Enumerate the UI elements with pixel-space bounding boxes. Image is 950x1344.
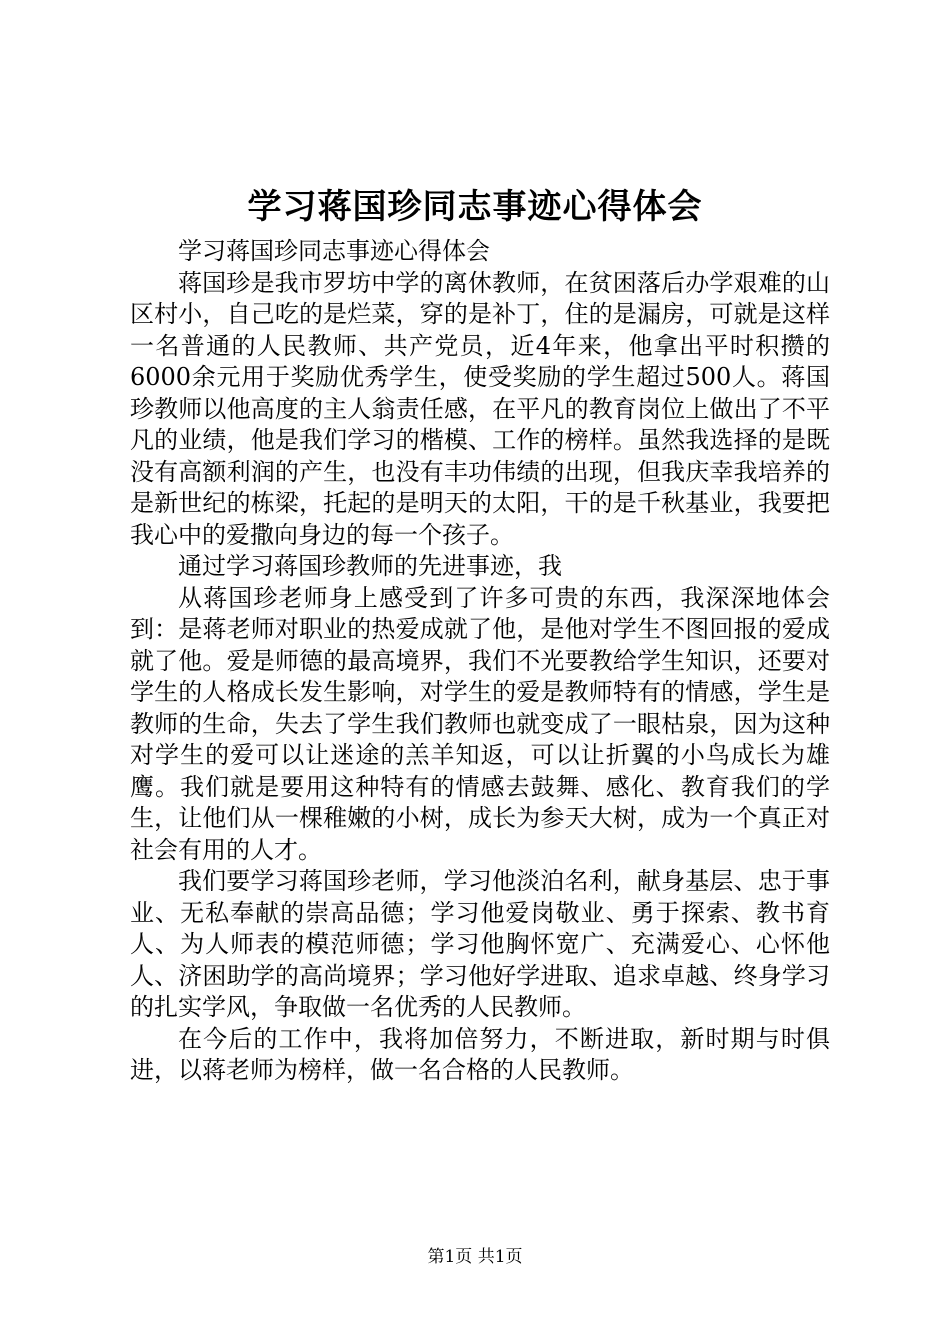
paragraph-3: 从蒋国珍老师身上感受到了许多可贵的东西，我深深地体会到：是蒋老师对职业的热爱成就了他，是他对学生不图回报的爱成就了他。爱是师德的最高境界，我们不光要教给学生知识，还要对学生的人格成长发生影响，对学生的爱是教师特有的情感，学生是教师的生命，失去了学生我们教师也就变成了一眼枯泉，因为这种对学生的爱可以让迷途的羔羊知返，可以让折翼的小鸟成长为雄鹰。我们就是要用这种特有的情感去鼓舞、感化、教育我们的学生，让他们从一棵稚嫩的小树，成长为参天大树，成为一个真正对社会有用的人才。 [130, 583, 830, 864]
page-footer: 第1页 共1页 [427, 1247, 523, 1267]
document-title: 学习蒋国珍同志事迹心得体会 [247, 187, 703, 227]
paragraph-4: 我们要学习蒋国珍老师，学习他淡泊名利，献身基层、忠于事业、无私奉献的崇高品德；学习他爱岗敬业、勇于探索、教书育人、为人师表的模范师德；学习他胸怀宽广、充满爱心、心怀他人、济困助学的高尚境界；学习他好学进取、追求卓越、终身学习的扎实学风，争取做一名优秀的人民教师。 [130, 867, 830, 1021]
paragraph-5: 在今后的工作中，我将加倍努力，不断进取，新时期与时俱进，以蒋老师为榜样，做一名合格的人民教师。 [130, 1024, 830, 1084]
paragraph-subtitle: 学习蒋国珍同志事迹心得体会 [178, 237, 490, 265]
paragraph-2: 通过学习蒋国珍教师的先进事迹，我 [178, 552, 562, 580]
document-body [130, 236, 830, 1087]
paragraph-1: 蒋国珍是我市罗坊中学的离休教师，在贫困落后办学艰难的山区村小，自己吃的是烂菜，穿的是补丁，住的是漏房，可就是这样一名普通的人民教师、共产党员，近4年来，他拿出平时积攒的6000余元用于奖励优秀学生，使受奖励的学生超过500人。蒋国珍教师以他高度的主人翁责任感，在平凡的教育岗位上做出了不平凡的业绩，他是我们学习的楷模、工作的榜样。虽然我选择的是既没有高额利润的产生，也没有丰功伟绩的出现，但我庆幸我培养的是新世纪的栋梁，托起的是明天的太阳，干的是千秋基业，我要把我心中的爱撒向身边的每一个孩子。 [130, 268, 830, 549]
